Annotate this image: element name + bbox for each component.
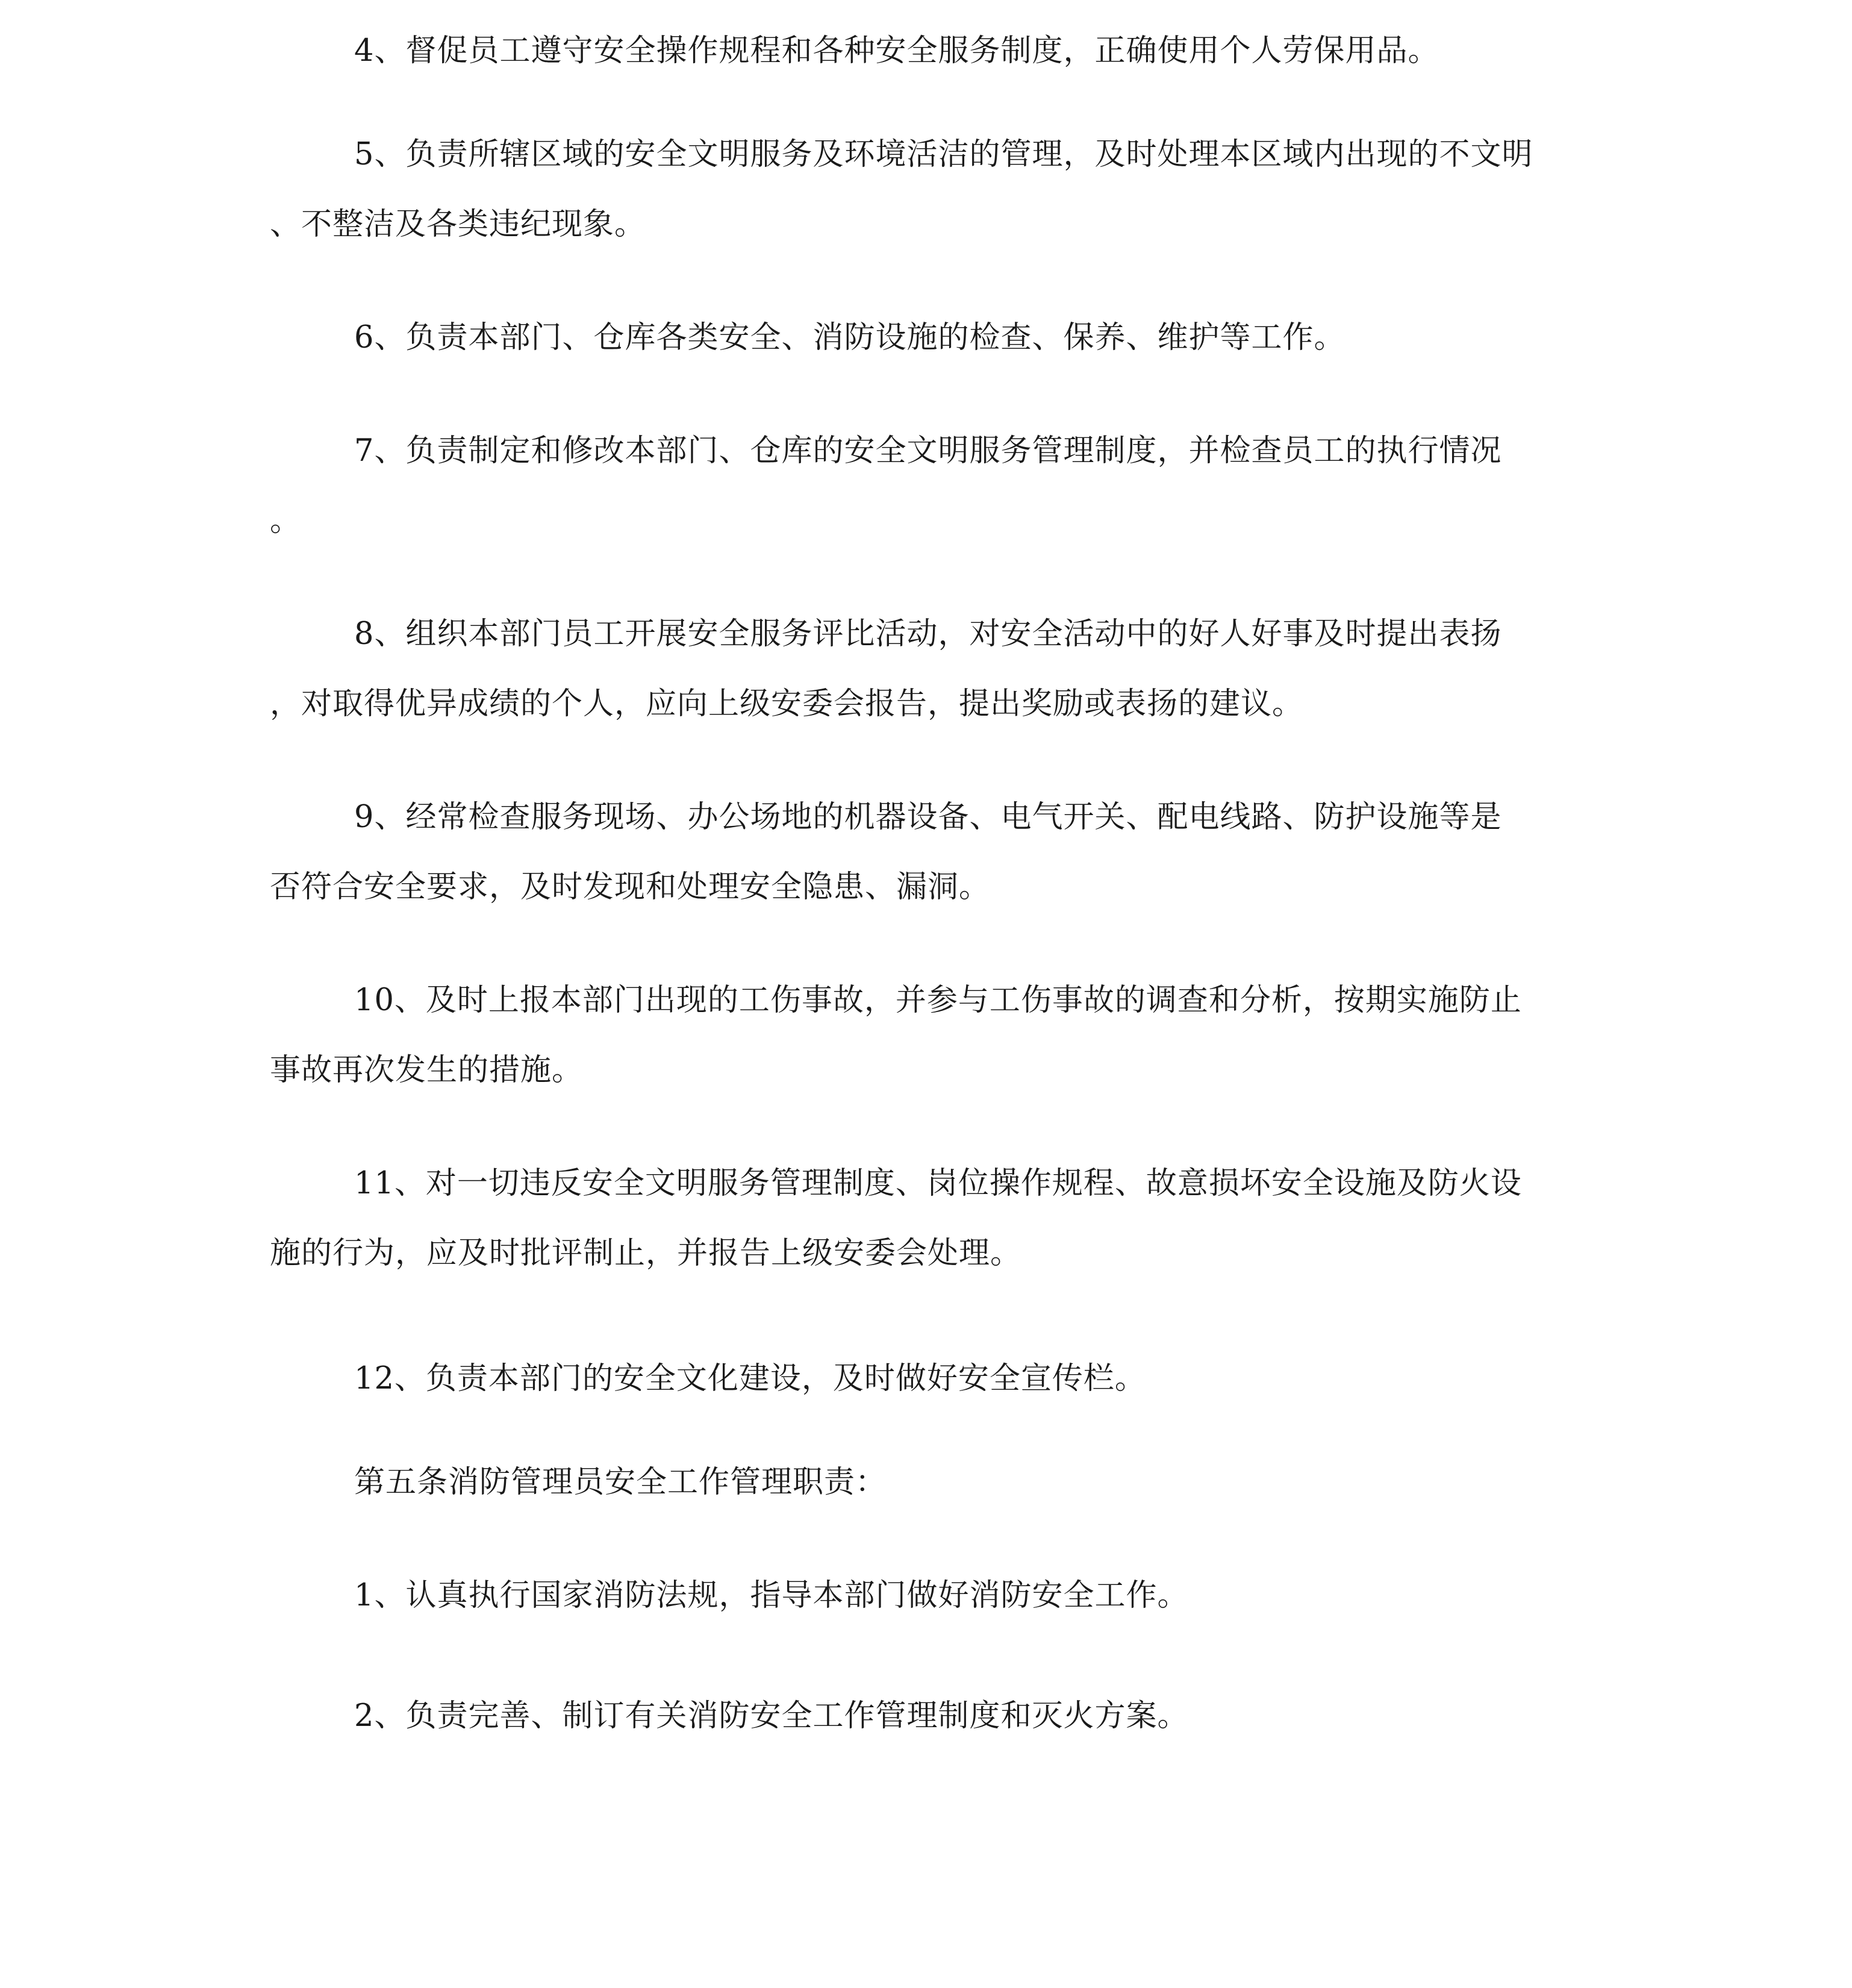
item-5-line-1: 5、负责所辖区域的安全文明服务及环境活洁的管理，及时处理本区域内出现的不文明	[354, 137, 1533, 172]
item-11-line-2: 施的行为，应及时批评制止，并报告上级安委会处理。	[270, 1236, 1022, 1271]
item-7-line-2: 。	[270, 503, 302, 539]
item-8-line-1: 8、组织本部门员工开展安全服务评比活动，对安全活动中的好人好事及时提出表扬	[354, 616, 1502, 652]
article-5-item-2: 2、负责完善、制订有关消防安全工作管理制度和灭火方案。	[354, 1698, 1189, 1734]
item-10-line-2: 事故再次发生的措施。	[270, 1052, 584, 1088]
item-12-line-1: 12、负责本部门的安全文化建设，及时做好安全宣传栏。	[354, 1361, 1146, 1396]
item-9-line-1: 9、经常检查服务现场、办公场地的机器设备、电气开关、配电线路、防护设施等是	[354, 799, 1502, 835]
article-5-item-1: 1、认真执行国家消防法规，指导本部门做好消防安全工作。	[354, 1578, 1189, 1613]
item-11-line-1: 11、对一切违反安全文明服务管理制度、岗位操作规程、故意损坏安全设施及防火设	[354, 1166, 1522, 1201]
item-10-line-1: 10、及时上报本部门出现的工伤事故，并参与工伤事故的调查和分析，按期实施防止	[354, 983, 1522, 1018]
item-9-line-2: 否符合安全要求，及时发现和处理安全隐患、漏洞。	[270, 869, 991, 905]
item-5-line-2: 、不整洁及各类违纪现象。	[270, 207, 646, 242]
item-8-line-2: ，对取得优异成绩的个人，应向上级安委会报告，提出奖励或表扬的建议。	[270, 686, 1304, 722]
item-7-line-1: 7、负责制定和修改本部门、仓库的安全文明服务管理制度，并检查员工的执行情况	[354, 433, 1502, 469]
section-heading-article-5: 第五条消防管理员安全工作管理职责：	[354, 1464, 887, 1500]
item-4-line-1: 4、督促员工遵守安全操作规程和各种安全服务制度，正确使用个人劳保用品。	[354, 33, 1439, 69]
item-6-line-1: 6、负责本部门、仓库各类安全、消防设施的检查、保养、维护等工作。	[354, 320, 1345, 355]
